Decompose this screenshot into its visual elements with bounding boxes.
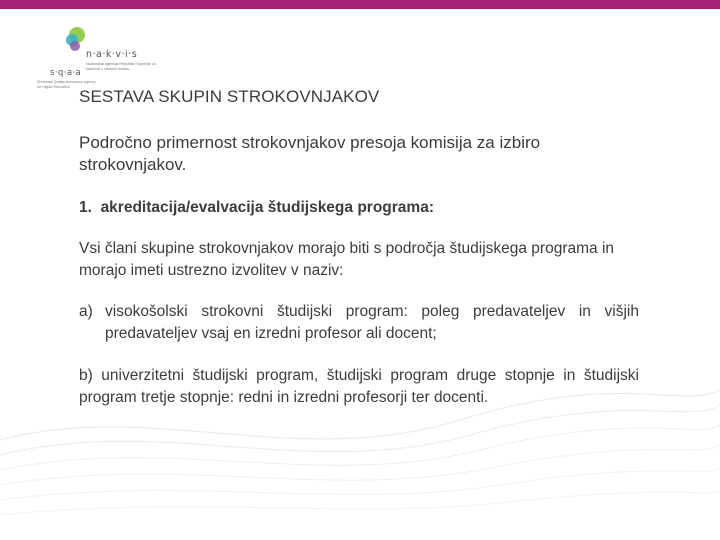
logo-name-english: s·q·a·a <box>50 68 82 78</box>
logo-subtitle: Nacionalna agencija Republike Slovenije za kakovost v visokem šolstvu <box>86 62 156 71</box>
top-accent-bar <box>0 0 720 9</box>
slide-title: SESTAVA SKUPIN STROKOVNJAKOV <box>79 87 380 106</box>
intro-text: Področno primernost strokovnjakov presoja komisija za izbiro strokovnjakov. <box>79 133 541 174</box>
nakvis-logo <box>34 24 164 94</box>
list-item-a-text: visokošolski strokovni študijski program: poleg predavateljev in višjih predavateljev vsaj en izredni profesor ali docent; <box>105 303 639 342</box>
logo-name: n·a·k·v·i·s <box>86 49 138 60</box>
logo-subtitle-english: Slovenian Quality Assurance Agency for Higher Education <box>37 80 96 89</box>
requirement-paragraph: Vsi člani skupine strokovnjakov morajo biti s področja študijskega programa in morajo imeti ustrezno izvolitev v naziv: <box>79 240 615 279</box>
list-item-a <box>79 301 639 345</box>
section-number: 1. <box>79 199 92 216</box>
list-item-a-marker: a) <box>79 303 93 320</box>
section-heading <box>79 198 639 218</box>
list-item-b: b) univerzitetni študijski program, študijski program druge stopnje in študijski program tretje stopnje: redni in izredni profesorji ter docenti. <box>79 367 639 406</box>
section-heading-text: akreditacija/evalvacija študijskega programa: <box>100 199 434 216</box>
slide-content <box>79 86 639 409</box>
